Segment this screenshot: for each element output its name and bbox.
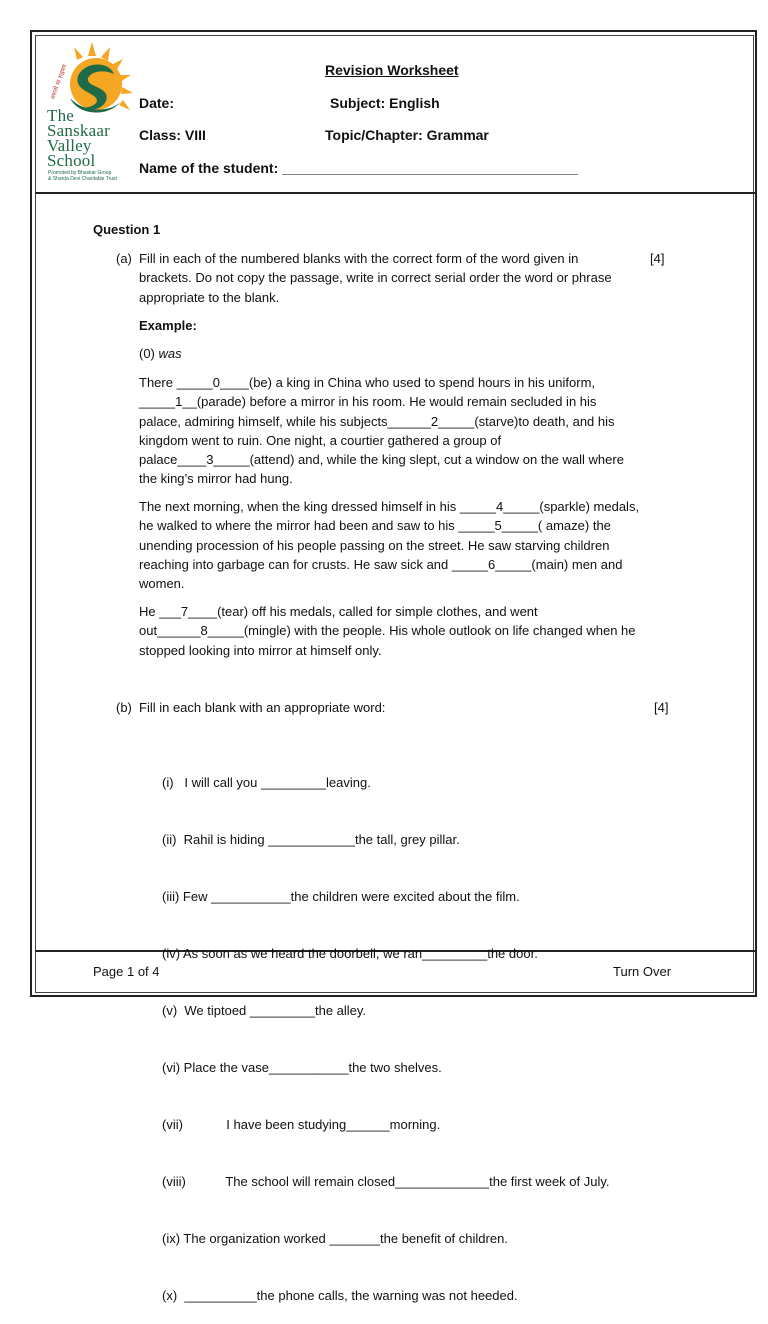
passage-paragraph-1 <box>139 373 679 489</box>
passage-paragraph-2 <box>139 497 679 593</box>
school-name <box>47 108 110 168</box>
instruction-line: Fill in each of the numbered blanks with the correct form of the word given in <box>139 251 579 266</box>
promo-line: & Sharda Devi Charitable Trust <box>48 176 117 182</box>
part-a-label: (a) <box>116 251 132 266</box>
question-heading: Question 1 <box>93 222 161 237</box>
passage-line: palace, admiring himself, while his subjects______2_____(starve)to death, and his <box>139 413 615 429</box>
example-number: (0) <box>139 346 155 361</box>
page-number: Page 1 of 4 <box>93 964 160 979</box>
list-item: (vii) I have been studying______morning. <box>162 1117 441 1132</box>
list-item: (iv) As soon as we heard the doorbell, we ran_________the door. <box>162 946 538 961</box>
subject-label: Subject: English <box>330 95 440 111</box>
school-name-line: School <box>47 151 96 170</box>
passage-line: stopped looking into mirror at himself only. <box>139 642 382 658</box>
passage-line: He ___7____(tear) off his medals, called for simple clothes, and went <box>139 604 538 619</box>
student-name-field: Name of the student: ______________________________________ <box>139 160 578 176</box>
list-item: (x) __________the phone calls, the warning was not heeded. <box>162 1288 518 1303</box>
passage-line: he walked to where the mirror had been and saw to his _____5_____( amaze) the <box>139 518 611 534</box>
part-b-instruction: Fill in each blank with an appropriate word: <box>139 700 386 715</box>
passage-line: women. <box>139 576 185 592</box>
list-item: (v) We tiptoed _________the alley. <box>162 1003 367 1018</box>
worksheet-title: Revision Worksheet <box>325 62 459 78</box>
passage-line: unending procession of his people passing on the street. He saw starving children <box>139 537 610 553</box>
part-a-marks: [4] <box>650 251 665 266</box>
passage-line: palace____3_____(attend) and, while the king slept, cut a window on the wall where <box>139 452 624 468</box>
example-label: Example: <box>139 318 197 333</box>
topic-label: Topic/Chapter: Grammar <box>325 127 489 143</box>
list-item: (ii) Rahil is hiding ____________the tall, grey pillar. <box>162 832 460 847</box>
passage-line: The next morning, when the king dressed himself in his _____4_____(sparkle) medals, <box>139 499 640 514</box>
instruction-line: brackets. Do not copy the passage, write in correct serial order the word or phrase <box>139 270 612 286</box>
class-label: Class: VIII <box>139 127 206 143</box>
turn-over-label: Turn Over <box>613 964 672 979</box>
instruction-line: appropriate to the blank. <box>139 289 280 305</box>
promo-text <box>48 170 143 182</box>
part-b-label: (b) <box>116 700 132 715</box>
promo-line: Promoted by Bhaskar Group <box>48 170 112 176</box>
example-answer <box>139 344 182 363</box>
header-divider <box>35 192 757 194</box>
list-item: (i) I will call you _________leaving. <box>162 775 371 790</box>
list-item: (ix) The organization worked _______the benefit of children. <box>162 1231 508 1246</box>
list-item: (iii) Few ___________the children were excited about the film. <box>162 889 520 904</box>
part-b-items <box>162 735 702 1324</box>
passage-paragraph-3 <box>139 602 679 660</box>
passage-line: the king’s mirror had hung. <box>139 471 293 487</box>
list-item: (viii) The school will remain closed_____________the first week of July. <box>162 1174 610 1189</box>
passage-line: kingdom went to ruin. One night, a courtier gathered a group of <box>139 432 502 448</box>
school-name-line: Valley <box>47 136 92 155</box>
part-b-marks: [4] <box>654 700 669 715</box>
passage-line: There _____0____(be) a king in China who used to spend hours in his uniform, <box>139 375 596 390</box>
school-name-line: The <box>47 106 75 125</box>
passage-line: reaching into garbage can for crusts. He saw sick and _____6_____(main) men and <box>139 556 623 572</box>
date-label: Date: <box>139 95 175 111</box>
school-name-line: Sanskaar <box>47 121 110 140</box>
list-item: (vi) Place the vase___________the two shelves. <box>162 1060 442 1075</box>
example-word: was <box>158 346 182 361</box>
part-a-instructions <box>139 249 679 307</box>
passage-line: _____1__(parade) before a mirror in his room. He would remain secluded in his <box>139 394 597 410</box>
svg-text:असतो मा सद्गमय: असतो मा सद्गमय <box>49 63 69 101</box>
passage-line: out______8_____(mingle) with the people. His whole outlook on life changed when he <box>139 623 636 639</box>
